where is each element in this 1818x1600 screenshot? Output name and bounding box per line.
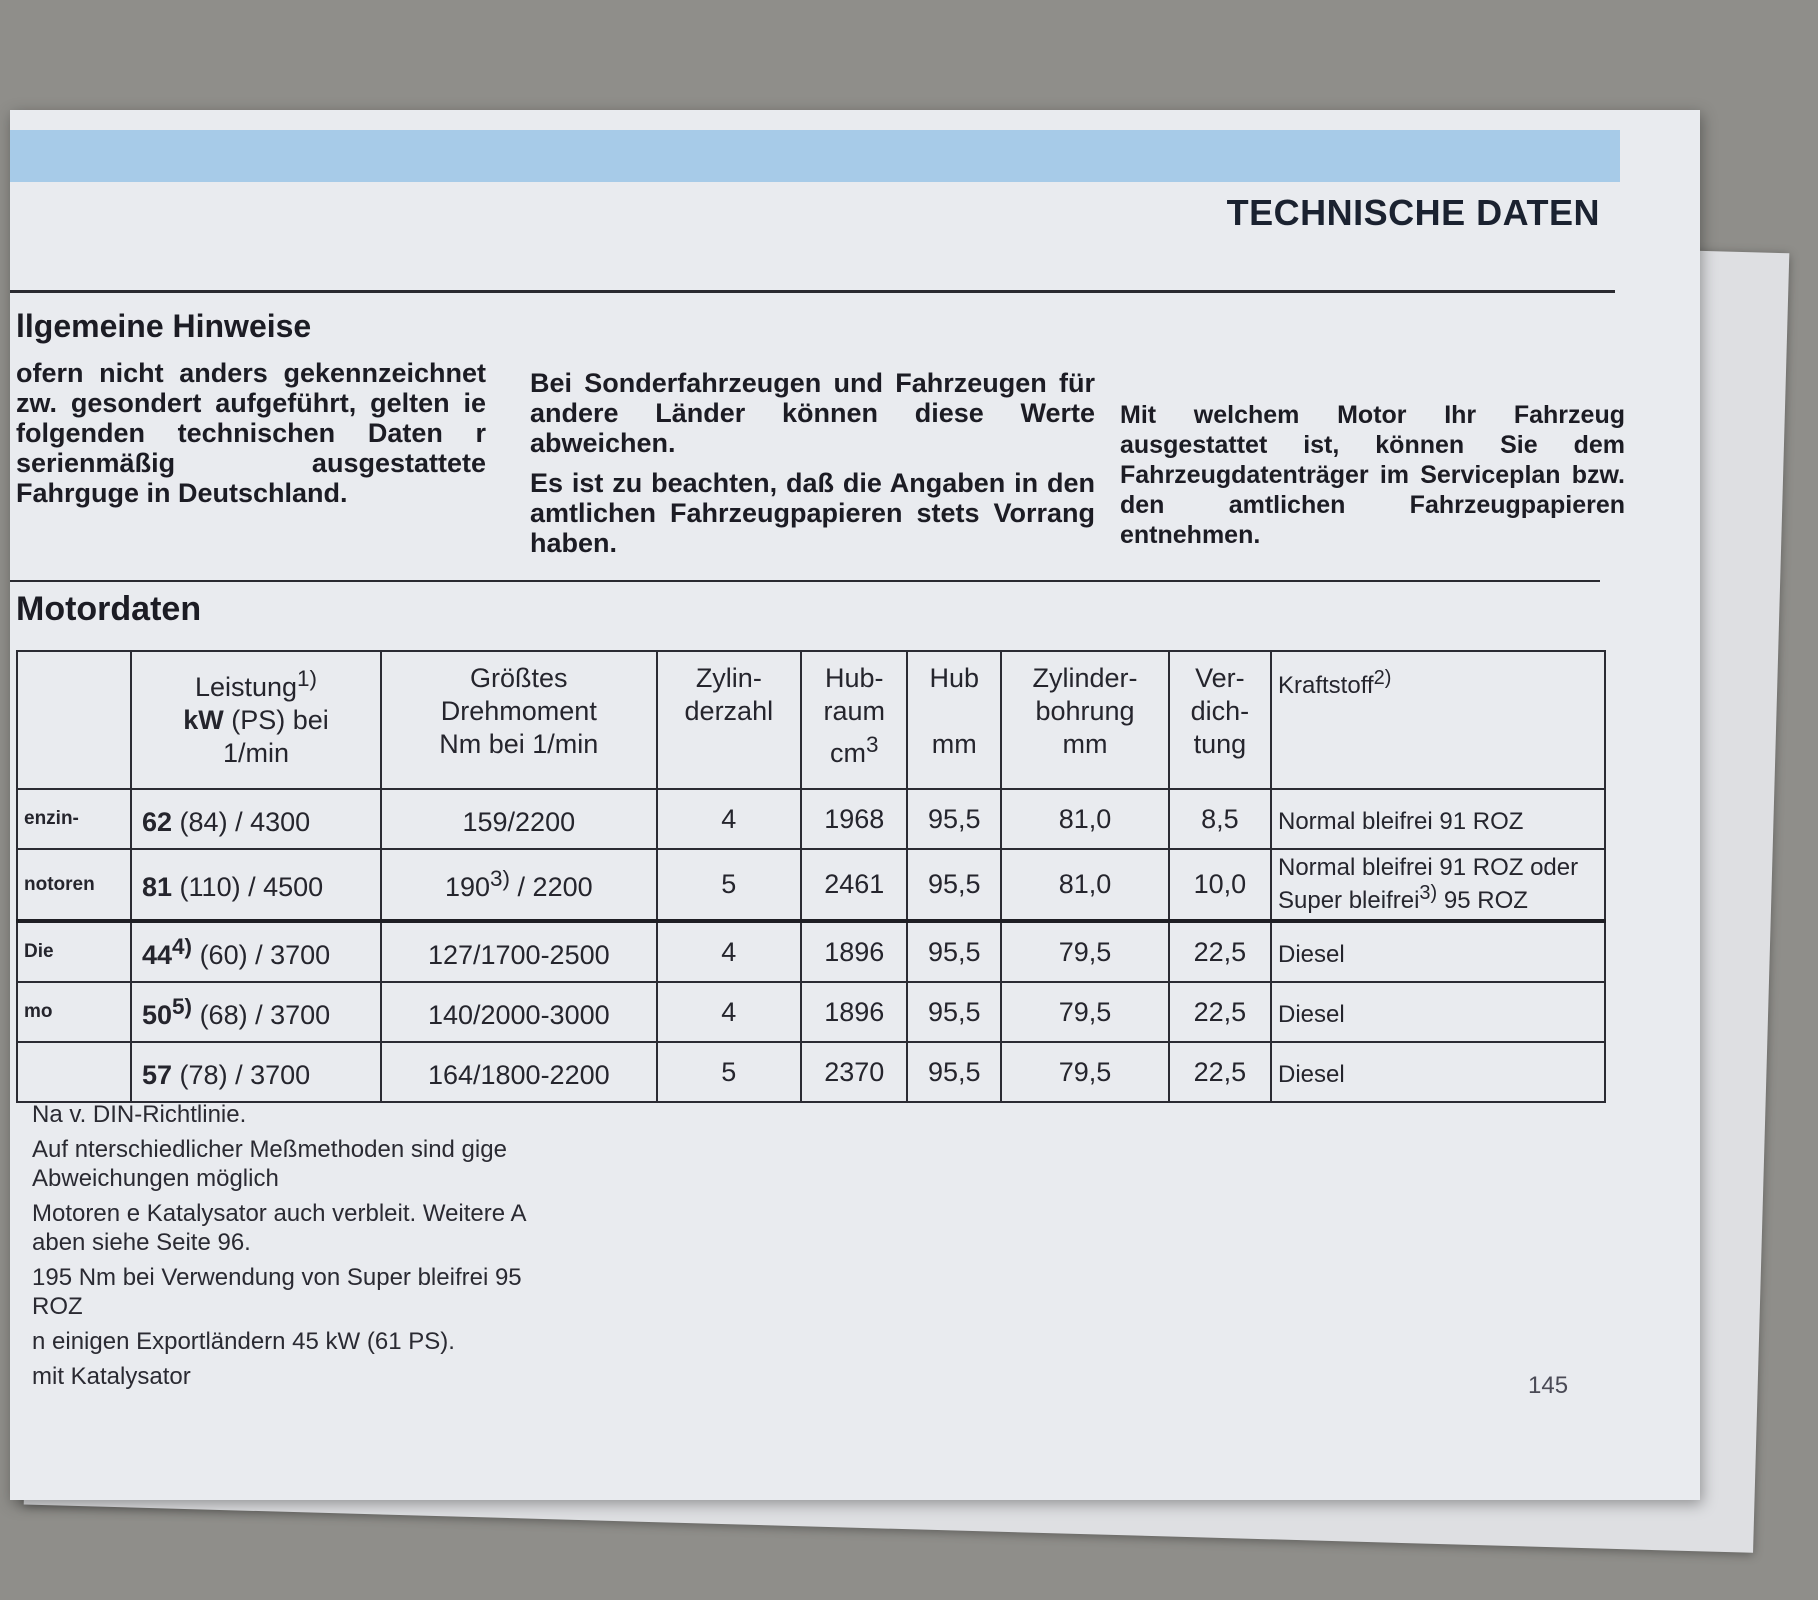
cell-hub: 95,5	[907, 789, 1001, 849]
header-band	[10, 130, 1620, 182]
footnote: Auf nterschiedlicher Meßmethoden sind gige Abweichungen möglich	[32, 1136, 507, 1192]
cell-hubraum: 1968	[801, 789, 907, 849]
hinweise-col-3	[1120, 400, 1625, 560]
table-row	[17, 849, 1605, 921]
page-number: 145	[1528, 1372, 1569, 1399]
footnote: n einigen Exportländern 45 kW (61 PS).	[32, 1328, 455, 1355]
footnote: mit Katalysator	[32, 1363, 191, 1390]
header-drehmoment: Größtes Drehmoment Nm bei 1/min	[381, 651, 657, 789]
cell-bohrung: 79,5	[1001, 1042, 1169, 1102]
cell-kraftstoff: Diesel	[1271, 982, 1605, 1042]
header-hub: Hub mm	[907, 651, 1001, 789]
hinweise-heading: llgemeine Hinweise	[16, 308, 312, 344]
footnote: Motoren e Katalysator auch verbleit. Weitere A aben siehe Seite 96.	[32, 1200, 526, 1256]
cell-hubraum: 2370	[801, 1042, 907, 1102]
hinweise-col-2	[530, 368, 1095, 568]
cell-verdichtung: 10,0	[1169, 849, 1271, 921]
cell-kraftstoff: Diesel	[1271, 1042, 1605, 1102]
cell-kraftstoff: Normal bleifrei 91 ROZ	[1271, 789, 1605, 849]
cell-verdichtung: 22,5	[1169, 982, 1271, 1042]
cell-hubraum: 1896	[801, 982, 907, 1042]
section-rule	[10, 580, 1600, 582]
table-header-row	[17, 651, 1605, 789]
cell-verdichtung: 22,5	[1169, 921, 1271, 982]
header-group	[17, 651, 131, 789]
table-row	[17, 982, 1605, 1042]
group-label	[17, 1042, 131, 1102]
footnote: Na v. DIN-Richtlinie.	[32, 1101, 247, 1128]
header-verdichtung: Ver- dich- tung	[1169, 651, 1271, 789]
cell-drehmoment: 190$^{3)}$ / 2200	[381, 849, 657, 921]
motordaten-heading: Motordaten	[16, 590, 202, 628]
footnote: 195 Nm bei Verwendung von Super bleifrei 95 ROZ	[32, 1264, 522, 1320]
table-row	[17, 1042, 1605, 1102]
top-rule	[10, 290, 1615, 293]
table-row	[17, 921, 1605, 982]
hinweise-text-3: Mit welchem Motor Ihr Fahrzeug ausgestattet ist, können Sie dem Fahrzeugdatenträger im Serviceplan bzw. den amtlichen Fahrzeugpapieren entnehmen.	[1120, 401, 1625, 549]
hinweise-text-2a: Bei Sonderfahrzeugen und Fahrzeugen für andere Länder können diese Werte abweichen.	[530, 368, 1095, 458]
cell-zylinder: 4	[657, 789, 801, 849]
cell-zylinder: 5	[657, 849, 801, 921]
cell-hub: 95,5	[907, 1042, 1001, 1102]
cell-hubraum: 1896	[801, 921, 907, 982]
cell-verdichtung: 22,5	[1169, 1042, 1271, 1102]
cell-zylinder: 4	[657, 921, 801, 982]
hinweise-text-1: ofern nicht anders gekennzeichnet zw. gesondert aufgeführt, gelten ie folgenden technischen Daten r serienmäßig ausgestattete Fahrguge in Deutschland.	[16, 358, 486, 508]
manual-page	[10, 110, 1700, 1500]
cell-leistung: 62 (84) / 4300	[131, 789, 381, 849]
hinweise-col-1	[16, 358, 486, 518]
cell-zylinder: 5	[657, 1042, 801, 1102]
cell-kraftstoff: Normal bleifrei 91 ROZ oder Super bleifrei$^{3)}$ 95 ROZ	[1271, 849, 1605, 921]
cell-bohrung: 81,0	[1001, 789, 1169, 849]
header-hubraum: Hub- raum $cm^3$	[801, 651, 907, 789]
cell-kraftstoff: Diesel	[1271, 921, 1605, 982]
cell-drehmoment: 140/2000-3000	[381, 982, 657, 1042]
cell-hubraum: 2461	[801, 849, 907, 921]
cell-leistung: 50$^{5)}$ (68) / 3700	[131, 982, 381, 1042]
engine-data-table	[16, 650, 1606, 1103]
cell-bohrung: 79,5	[1001, 982, 1169, 1042]
cell-zylinder: 4	[657, 982, 801, 1042]
cell-drehmoment: 127/1700-2500	[381, 921, 657, 982]
cell-bohrung: 79,5	[1001, 921, 1169, 982]
cell-leistung: 44$^{4)}$ (60) / 3700	[131, 921, 381, 982]
cell-leistung: 57 (78) / 3700	[131, 1042, 381, 1102]
header-kraftstoff: Kraftstoff$^{2)}$	[1271, 651, 1605, 789]
header-zylinderzahl: Zylin- derzahl	[657, 651, 801, 789]
cell-verdichtung: 8,5	[1169, 789, 1271, 849]
hinweise-text-2b: Es ist zu beachten, daß die Angaben in den amtlichen Fahrzeugpapieren stets Vorrang haben.	[530, 468, 1095, 558]
group-label: enzin-	[17, 789, 131, 849]
cell-leistung: 81 (110) / 4500	[131, 849, 381, 921]
footnotes	[32, 1100, 552, 1397]
cell-hub: 95,5	[907, 982, 1001, 1042]
group-label: mo	[17, 982, 131, 1042]
header-bohrung: Zylinder- bohrung mm	[1001, 651, 1169, 789]
cell-bohrung: 81,0	[1001, 849, 1169, 921]
group-label: notoren	[17, 849, 131, 921]
group-label: Die	[17, 921, 131, 982]
table-row	[17, 789, 1605, 849]
cell-hub: 95,5	[907, 921, 1001, 982]
header-leistung: Leistung$^{1)}$ kW (PS) bei 1/min	[131, 651, 381, 789]
cell-drehmoment: 164/1800-2200	[381, 1042, 657, 1102]
cell-drehmoment: 159/2200	[381, 789, 657, 849]
section-title: TECHNISCHE DATEN	[1226, 192, 1600, 233]
cell-hub: 95,5	[907, 849, 1001, 921]
